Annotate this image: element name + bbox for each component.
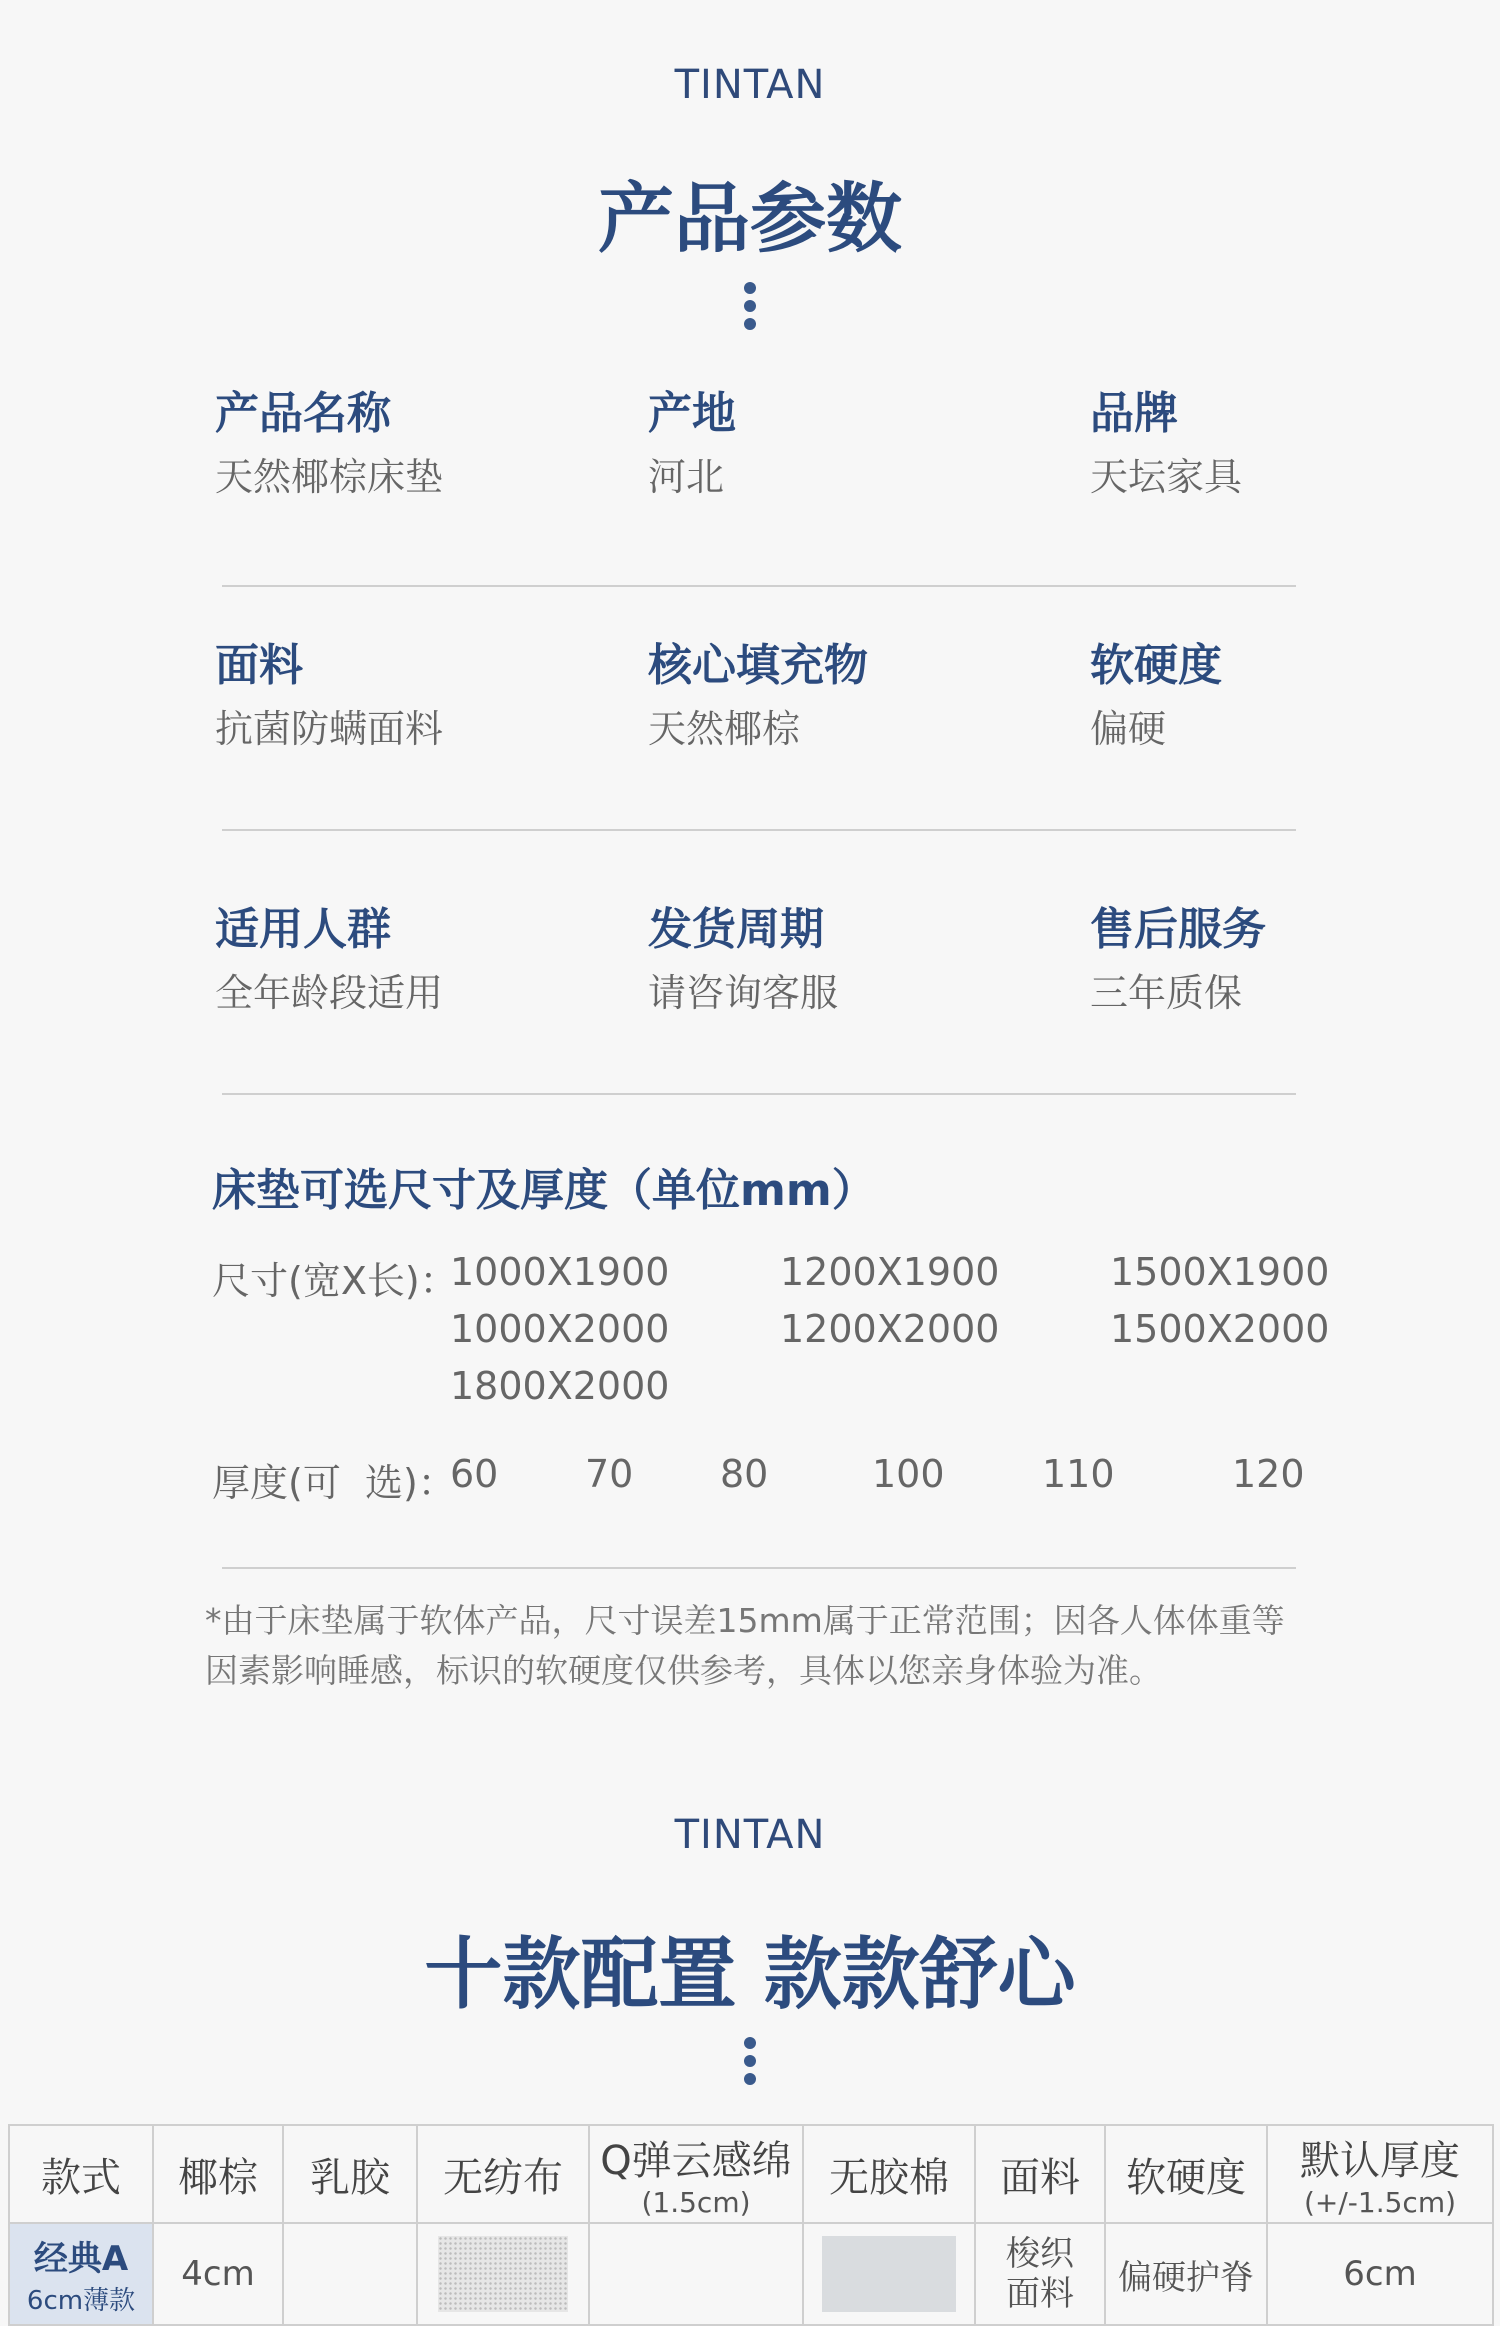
header-label: 无纺布 <box>443 2154 563 2201</box>
param-value: 全年龄段适用 <box>215 971 444 1015</box>
thickness-value: 60 <box>450 1452 499 1496</box>
brand-name: TINTAN <box>674 1812 826 1858</box>
brand-name: TINTAN <box>674 62 826 108</box>
thickness-value: 100 <box>872 1452 945 1496</box>
thickness-value: 110 <box>1042 1452 1115 1496</box>
param-value: 天坛家具 <box>1090 455 1243 499</box>
divider <box>222 585 1296 587</box>
header-nonwoven <box>417 2125 589 2223</box>
cell-thickness: 6cm <box>1267 2223 1493 2325</box>
size-label: 尺寸(宽X长)： <box>212 1259 458 1303</box>
param-target-users <box>215 904 444 1015</box>
cell-coir: 4cm <box>153 2223 283 2325</box>
cell-nonwoven <box>417 2223 589 2325</box>
thickness-value: 80 <box>720 1452 769 1496</box>
param-value: 天然椰棕床垫 <box>215 455 444 499</box>
table-row <box>9 2223 1493 2325</box>
thickness-value: 120 <box>1232 1452 1305 1496</box>
param-value: 请咨询客服 <box>648 971 839 1015</box>
vertical-dots-icon <box>743 282 757 336</box>
plain-fabric-swatch <box>822 2236 956 2312</box>
disclaimer-note: *由于床垫属于软体产品，尺寸误差15mm属于正常范围；因各人体体重等因素影响睡感，标识的软硬度仅供参考，具体以您亲身体验为准。 <box>205 1601 1285 1690</box>
thickness-value: 70 <box>585 1452 634 1496</box>
size-value: 1200X1900 <box>780 1250 1000 1294</box>
param-after-sales <box>1090 904 1266 1015</box>
header-label: Q弹云感绵 <box>600 2138 792 2184</box>
param-value: 河北 <box>648 455 725 499</box>
divider <box>222 829 1296 831</box>
header-latex <box>283 2125 417 2223</box>
cell-qfoam <box>589 2223 803 2325</box>
header-sublabel: (+/-1.5cm) <box>1303 2186 1457 2219</box>
size-value: 1200X2000 <box>780 1307 1000 1351</box>
param-label: 核心填充物 <box>648 640 868 691</box>
vertical-dots-icon <box>743 2037 757 2091</box>
size-heading: 床垫可选尺寸及厚度（单位mm） <box>212 1165 876 1216</box>
size-value: 1500X2000 <box>1110 1307 1330 1351</box>
size-value: 1800X2000 <box>450 1364 670 1408</box>
size-value: 1000X1900 <box>450 1250 670 1294</box>
size-value: 1000X2000 <box>450 1307 670 1351</box>
thickness-label: 厚度(可 选)： <box>212 1461 456 1505</box>
divider <box>222 1567 1296 1569</box>
header-label: 乳胶 <box>310 2154 390 2201</box>
param-product-name <box>215 388 444 499</box>
header-qfoam <box>589 2125 803 2223</box>
cell-fabric <box>975 2223 1105 2325</box>
param-value: 三年质保 <box>1090 971 1243 1015</box>
param-label: 面料 <box>215 640 303 691</box>
cell-hardness: 偏硬护脊 <box>1105 2223 1267 2325</box>
header-sublabel: (1.5cm) <box>641 2186 751 2219</box>
model-subtitle: 6cm薄款 <box>26 2286 136 2316</box>
header-label: 软硬度 <box>1126 2154 1246 2201</box>
param-fabric <box>215 640 444 751</box>
header-hardness <box>1105 2125 1267 2223</box>
param-origin <box>648 388 736 499</box>
header-model <box>9 2125 153 2223</box>
param-core-filling <box>648 640 868 751</box>
param-label: 软硬度 <box>1090 640 1222 691</box>
cell-glue-free-cotton <box>803 2223 975 2325</box>
header-glue-free-cotton <box>803 2125 975 2223</box>
model-name: 经典A <box>33 2239 129 2279</box>
param-label: 产品名称 <box>215 388 391 439</box>
fabric-line: 面料 <box>1006 2274 1074 2314</box>
param-label: 品牌 <box>1090 388 1178 439</box>
param-value: 天然椰棕 <box>648 707 801 751</box>
cell-latex <box>283 2223 417 2325</box>
dotted-fabric-swatch <box>438 2236 568 2312</box>
table-header-row <box>9 2125 1493 2223</box>
param-brand <box>1090 388 1243 499</box>
param-hardness <box>1090 640 1222 751</box>
param-label: 产地 <box>648 388 736 439</box>
header-label: 面料 <box>1000 2154 1080 2201</box>
size-value: 1500X1900 <box>1110 1250 1330 1294</box>
configuration-table <box>8 2124 1494 2326</box>
param-shipping <box>648 904 839 1015</box>
header-coir <box>153 2125 283 2223</box>
section-title-product-params: 产品参数 <box>598 174 902 263</box>
section-title-configurations: 十款配置 款款舒心 <box>424 1930 1076 2020</box>
param-value: 抗菌防螨面料 <box>215 707 444 751</box>
header-label: 无胶棉 <box>829 2154 949 2201</box>
cell-model <box>9 2223 153 2325</box>
fabric-line: 梭织 <box>1006 2234 1074 2274</box>
divider <box>222 1093 1296 1095</box>
param-label: 售后服务 <box>1090 904 1266 955</box>
param-label: 适用人群 <box>215 904 391 955</box>
param-value: 偏硬 <box>1090 707 1167 751</box>
param-label: 发货周期 <box>648 904 824 955</box>
header-label: 椰棕 <box>178 2154 258 2201</box>
header-default-thickness <box>1267 2125 1493 2223</box>
header-label: 款式 <box>41 2154 121 2201</box>
header-label: 默认厚度 <box>1300 2138 1460 2184</box>
header-fabric <box>975 2125 1105 2223</box>
